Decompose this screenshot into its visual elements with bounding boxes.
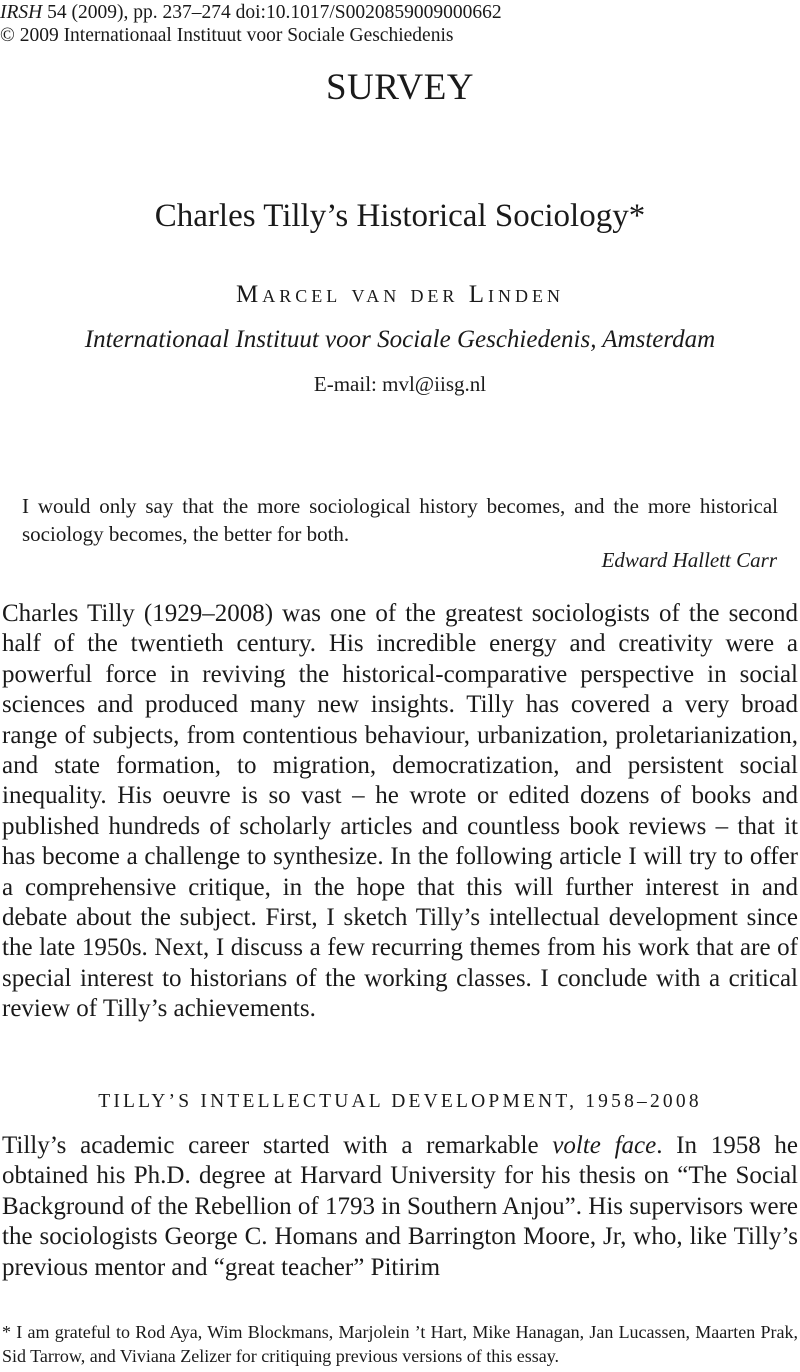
copyright-notice: © 2009 Internationaal Instituut voor Sociale Geschiedenis <box>0 25 454 46</box>
section-heading: TILLY’S INTELLECTUAL DEVELOPMENT, 1958–2008 <box>98 1091 702 1112</box>
footnote <box>2 1320 798 1368</box>
journal-abbrev: IRSH <box>0 2 43 23</box>
section-label-survey: SURVEY <box>325 67 475 108</box>
author-affiliation: Internationaal Instituut voor Sociale Geschiedenis, Amsterdam <box>84 326 716 353</box>
section-paragraph-start: Tilly’s academic career started with a remarkable <box>2 1132 553 1159</box>
intro-paragraph: Charles Tilly (1929–2008) was one of the greatest sociologists of the second half of the twentieth century. His incredible energy and creativity were a powerful force in reviving the historical-comparative perspective in social sciences and produced many new insights. Tilly has covered a very broad range of subjects, from contentious behaviour, urbanization, proletarianization, and state formation, to migration, democratization, and persistent social inequality. His oeuvre is so vast – he wrote or edited dozens of books and published hundreds of scholarly articles and countless book reviews – that it has become a challenge to synthesize. In the following article I will try to offer a comprehensive critique, in the hope that this will further interest in and debate about the subject. First, I sketch Tilly’s intellectual development since the late 1950s. Next, I discuss a few recurring themes from his work that are of special interest to historians of the working classes. I conclude with a critical review of Tilly’s achievements. <box>2 600 798 1023</box>
section-paragraph-emphasis: volte face <box>552 1132 657 1159</box>
epigraph-quote: I would only say that the more sociological history becomes, and the more historical sociology becomes, the better for both. <box>22 494 778 546</box>
footnote-text: I am grateful to Rod Aya, Wim Blockmans, Marjolein ’t Hart, Mike Hanagan, Jan Lucassen, Maarten Prak, Sid Tarrow, and Viviana Zelizer for critiquing previous versions of this essay. <box>2 1322 798 1366</box>
epigraph-attribution: Edward Hallett Carr <box>601 548 777 572</box>
footnote-marker: * <box>2 1322 11 1342</box>
author-name: Marcel van der Linden <box>236 281 564 308</box>
section-paragraph <box>2 1131 798 1283</box>
section-paragraph-rest: . In 1958 he obtained his Ph.D. degree at Harvard University for his thesis on “The Social Background of the Rebellion of 1793 in Southern Anjou”. His supervisors were the sociologists George C. Homans and Barrington Moore, Jr, who, like Tilly’s previous mentor and “great teacher” Pitirim <box>2 1132 798 1281</box>
author-email[interactable]: E-mail: mvl@iisg.nl <box>313 372 487 396</box>
journal-citation <box>0 1 502 24</box>
citation-details: 54 (2009), pp. 237–274 doi:10.1017/S0020859009000662 <box>42 2 502 23</box>
article-title: Charles Tilly’s Historical Sociology* <box>154 198 646 234</box>
